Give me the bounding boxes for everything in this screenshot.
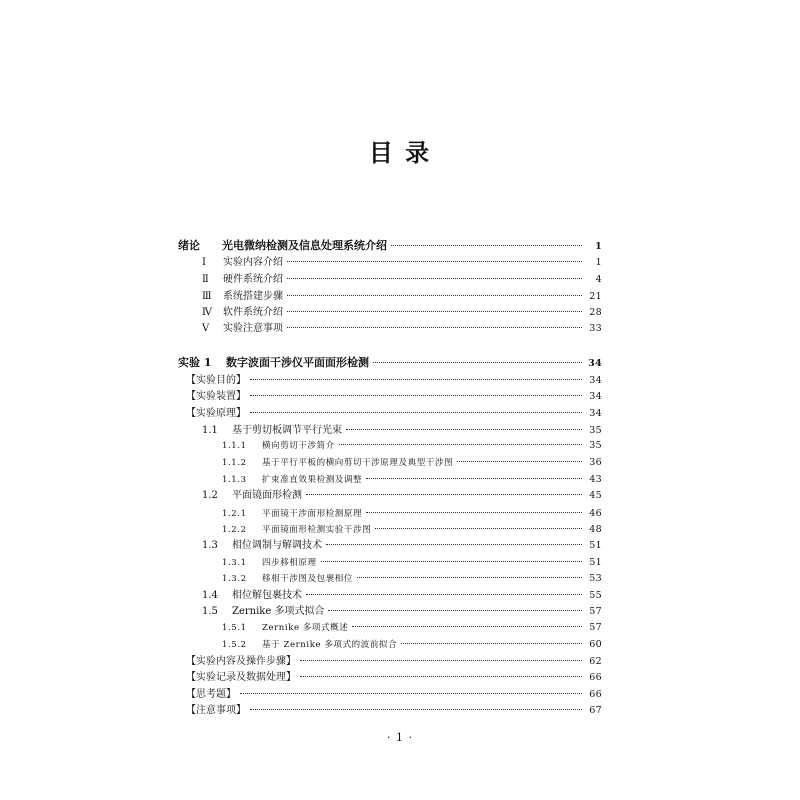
toc-entry-page: 1 bbox=[595, 241, 602, 252]
toc-entry-number: Ⅰ bbox=[202, 257, 206, 268]
toc-entry-page: 21 bbox=[589, 291, 602, 302]
toc-entry bbox=[186, 407, 602, 421]
toc-entry-page: 46 bbox=[589, 508, 602, 519]
toc-entry-title: 平面镜干涉面形检测原理 bbox=[262, 509, 363, 519]
dot-leader bbox=[352, 626, 582, 627]
toc-entry-number: 1.2.1 bbox=[222, 509, 247, 519]
dot-leader bbox=[287, 278, 582, 279]
toc-entry-title: 横向剪切干涉简介 bbox=[262, 441, 335, 451]
dot-leader bbox=[321, 561, 582, 562]
dot-leader bbox=[300, 660, 582, 661]
dot-leader bbox=[391, 245, 582, 246]
toc-entry-title: 基于剪切板调节平行光束 bbox=[232, 425, 342, 436]
toc-entry-page: 28 bbox=[589, 307, 602, 318]
toc-entry-number: Ⅳ bbox=[202, 307, 212, 318]
dot-leader bbox=[240, 693, 582, 694]
toc-entry-page: 67 bbox=[589, 705, 602, 716]
dot-leader bbox=[300, 676, 582, 677]
toc-entry-page: 4 bbox=[595, 274, 602, 285]
dot-leader bbox=[287, 261, 582, 262]
dot-leader bbox=[366, 512, 582, 513]
toc-entry bbox=[186, 704, 602, 718]
toc-entry-number: 1.3 bbox=[202, 540, 218, 551]
toc-entry-page: 51 bbox=[589, 540, 602, 551]
toc-entry-title: 硬件系统介绍 bbox=[223, 274, 283, 285]
toc-entry-title: 实验内容介绍 bbox=[223, 257, 283, 268]
toc-entry-number: 绪论 bbox=[178, 239, 200, 252]
toc-entry-number: 1.2.2 bbox=[222, 525, 247, 535]
toc-entry bbox=[222, 523, 602, 537]
toc-entry-page: 55 bbox=[589, 590, 602, 601]
toc-entry-title: 平面镜面形检测 bbox=[232, 490, 302, 501]
dot-leader bbox=[287, 327, 582, 328]
toc-entry bbox=[202, 605, 602, 619]
toc-entry-title: 【实验装置】 bbox=[186, 391, 246, 402]
toc-entry bbox=[202, 489, 602, 503]
toc-entry-number: 1.1 bbox=[202, 425, 218, 436]
toc-entry-page: 34 bbox=[588, 358, 602, 369]
toc-entry bbox=[222, 556, 602, 570]
toc-entry bbox=[178, 356, 602, 371]
toc-entry bbox=[186, 671, 602, 685]
dot-leader bbox=[346, 429, 582, 430]
toc-entry-number: 1.4 bbox=[202, 590, 218, 601]
toc-entry-number: 1.5.2 bbox=[222, 640, 247, 650]
dot-leader bbox=[328, 610, 582, 611]
toc-entry-number: Ⅴ bbox=[202, 323, 210, 334]
dot-leader bbox=[357, 577, 582, 578]
toc-entry-page: 34 bbox=[589, 391, 602, 402]
toc-entry-number: Ⅱ bbox=[202, 274, 209, 285]
toc-entry-title: 软件系统介绍 bbox=[223, 307, 283, 318]
toc-entry bbox=[186, 390, 602, 404]
toc-entry-page: 53 bbox=[589, 573, 602, 584]
toc-entry-number: Ⅲ bbox=[202, 291, 212, 302]
toc-entry bbox=[202, 273, 602, 287]
toc-entry-number: 1.1.3 bbox=[222, 475, 247, 485]
dot-leader bbox=[375, 528, 582, 529]
toc-entry-title: 系统搭建步骤 bbox=[223, 291, 283, 302]
toc-entry-number: 实验 1 bbox=[178, 356, 212, 369]
dot-leader bbox=[401, 643, 582, 644]
toc-entry-title: 【实验目的】 bbox=[186, 375, 246, 386]
toc-entry bbox=[222, 456, 602, 470]
toc-entry-number: 1.1.1 bbox=[222, 441, 247, 451]
toc-entry-page: 57 bbox=[589, 606, 602, 617]
toc-entry-title: 相位解包裹技术 bbox=[232, 590, 302, 601]
toc-entry bbox=[202, 589, 602, 603]
toc-entry-page: 66 bbox=[589, 672, 602, 683]
dot-leader bbox=[250, 709, 582, 710]
toc-entry-page: 36 bbox=[589, 457, 602, 468]
dot-leader bbox=[306, 494, 582, 495]
toc-entry-title: 【实验内容及操作步骤】 bbox=[186, 656, 296, 667]
toc-entry-title: Zernike 多项式概述 bbox=[262, 623, 349, 633]
toc-entry-page: 60 bbox=[589, 639, 602, 650]
toc-entry-page: 33 bbox=[589, 323, 602, 334]
dot-leader bbox=[457, 461, 582, 462]
dot-leader bbox=[326, 544, 582, 545]
dot-leader bbox=[287, 311, 582, 312]
toc-entry bbox=[186, 655, 602, 669]
dot-leader bbox=[250, 395, 582, 396]
dot-leader bbox=[339, 444, 582, 445]
toc-entry bbox=[202, 322, 602, 336]
dot-leader bbox=[366, 478, 582, 479]
toc-entry bbox=[202, 424, 602, 438]
toc-entry bbox=[222, 572, 602, 586]
toc-entry bbox=[186, 374, 602, 388]
toc-entry-page: 66 bbox=[589, 689, 602, 700]
toc-entry bbox=[202, 290, 602, 304]
toc-entry bbox=[222, 621, 602, 635]
toc-entry-title: 光电微纳检测及信息处理系统介绍 bbox=[222, 239, 387, 252]
toc-entry bbox=[178, 239, 602, 254]
dot-leader bbox=[373, 362, 582, 363]
toc-entry bbox=[202, 539, 602, 553]
toc-entry bbox=[202, 256, 602, 270]
toc-entry-page: 45 bbox=[589, 490, 602, 501]
toc-entry-title: Zernike 多项式拟合 bbox=[232, 606, 325, 617]
toc-entry-page: 1 bbox=[595, 257, 602, 268]
toc-entry-number: 1.3.2 bbox=[222, 574, 247, 584]
toc-entry-title: 基于平行平板的横向剪切干涉原理及典型干涉图 bbox=[262, 458, 454, 468]
toc-entry bbox=[202, 306, 602, 320]
toc-entry-number: 1.3.1 bbox=[222, 558, 247, 568]
toc-entry-title: 实验注意事项 bbox=[223, 323, 283, 334]
toc-entry-number: 1.5 bbox=[202, 606, 218, 617]
toc-entry-page: 48 bbox=[589, 524, 602, 535]
toc-entry-title: 数字波面干涉仪平面面形检测 bbox=[226, 356, 369, 369]
dot-leader bbox=[306, 594, 582, 595]
toc-entry-page: 35 bbox=[589, 440, 602, 451]
toc-entry-title: 【注意事项】 bbox=[186, 705, 246, 716]
toc-entry-page: 34 bbox=[589, 375, 602, 386]
page-number: · 1 · bbox=[387, 731, 413, 744]
toc-entry bbox=[222, 473, 602, 487]
toc-entry-number: 1.1.2 bbox=[222, 458, 247, 468]
toc-entry-title: 移相干涉图及包裹相位 bbox=[262, 574, 354, 584]
dot-leader bbox=[250, 379, 582, 380]
dot-leader bbox=[250, 412, 582, 413]
toc-entry bbox=[222, 507, 602, 521]
toc-entry bbox=[222, 439, 602, 453]
toc-entry-page: 34 bbox=[589, 408, 602, 419]
toc-entry-page: 51 bbox=[589, 557, 602, 568]
page-title: 目 录 bbox=[368, 138, 432, 167]
toc-entry-title: 扩束准直效果检测及调整 bbox=[262, 475, 363, 485]
toc-entry-number: 1.5.1 bbox=[222, 623, 247, 633]
toc-entry-title: 【实验原理】 bbox=[186, 408, 246, 419]
toc-entry bbox=[222, 638, 602, 652]
toc-entry bbox=[186, 688, 602, 702]
toc-entry-page: 57 bbox=[589, 622, 602, 633]
toc-entry-page: 62 bbox=[589, 656, 602, 667]
toc-entry-title: 【实验记录及数据处理】 bbox=[186, 672, 296, 683]
toc-entry-page: 35 bbox=[589, 425, 602, 436]
dot-leader bbox=[287, 295, 582, 296]
toc-entry-page: 43 bbox=[589, 474, 602, 485]
toc-entry-title: 【思考题】 bbox=[186, 689, 236, 700]
toc-entry-title: 基于 Zernike 多项式的波前拟合 bbox=[262, 640, 398, 650]
toc-entry-title: 平面镜面形检测实验干涉图 bbox=[262, 525, 372, 535]
toc-entry-title: 四步移相原理 bbox=[262, 558, 317, 568]
toc-entry-title: 相位调制与解调技术 bbox=[232, 540, 322, 551]
toc-entry-number: 1.2 bbox=[202, 490, 218, 501]
